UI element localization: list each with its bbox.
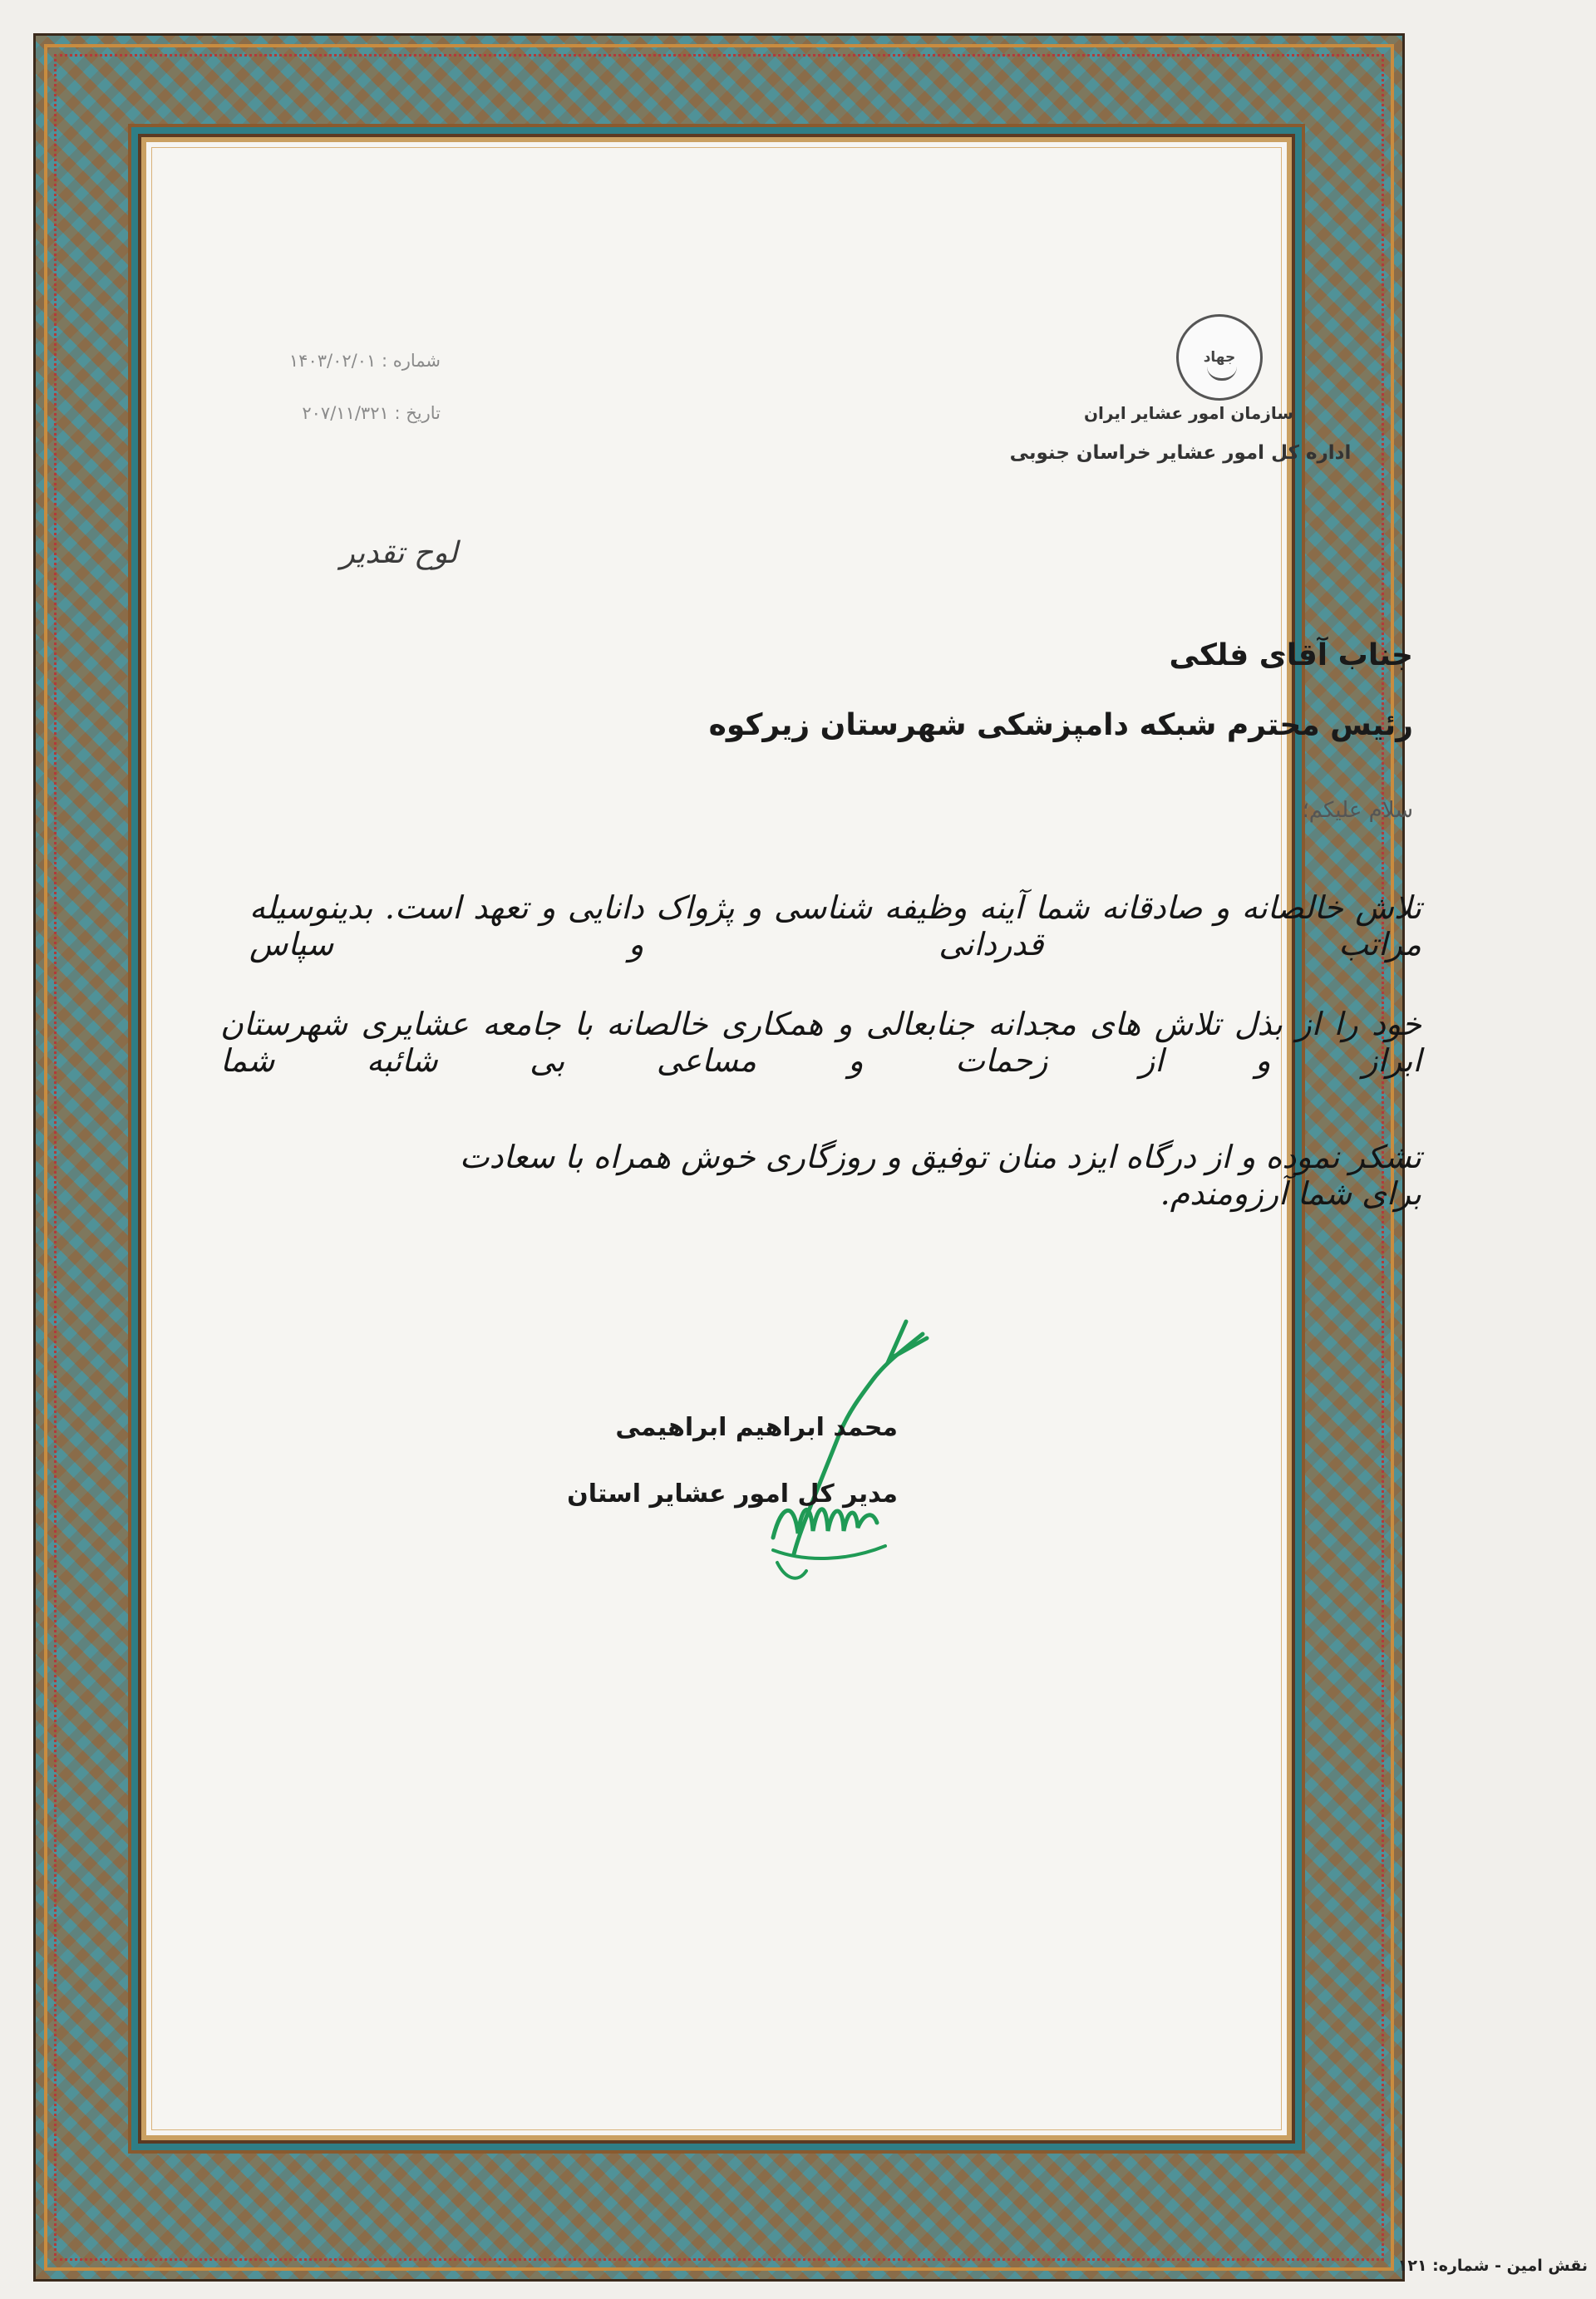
body-line: تشکر نموده و از درگاه ایزد منان توفیق و روزگاری خوش همراه با سعادت برای شما آرزومندم. (459, 1139, 1421, 1212)
body-line: تلاش خالصانه و صادقانه شما آینه وظیفه شناسی و پژواک دانایی و تعهد است. بدینوسیله مراتب قدردانی و سپاس (249, 889, 1421, 962)
letter-number (208, 351, 441, 371)
letter-date (208, 403, 441, 423)
body-line: خود را از بذل تلاش های مجدانه جنابعالی و همکاری خالصانه با جامعه عشایری شهرستان ابراز و از زحمات و مساعی بی شائبه شما (220, 1006, 1421, 1079)
signer-name: محمد ابراهیم ابراهیمی (615, 1413, 898, 1442)
org-provincial-name: اداره کل امور عشایر خراسان جنوبی (1009, 442, 1352, 464)
recipient-position: رئیس محترم شبکه دامپزشکی شهرستان زیرکوه (708, 708, 1413, 742)
handwritten-signature (715, 1313, 931, 1588)
date-value: ۲۰۷/۱۱/۳۲۱ (302, 403, 389, 423)
signer-title: مدیر کل امور عشایر استان (567, 1479, 898, 1509)
logo-text: جهاد (1203, 349, 1236, 366)
number-value: ۱۴۰۳/۰۲/۰۱ (288, 351, 377, 371)
date-label: تاریخ : (394, 403, 441, 423)
certificate-title: لوح تقدیر (340, 536, 458, 570)
org-national-name: سازمان امور عشایر ایران (1083, 403, 1294, 423)
jihad-logo-icon (1176, 314, 1263, 401)
recipient-name: جناب آقای فلکی (1169, 638, 1413, 672)
greeting: سلام علیکم؛ (1302, 798, 1413, 823)
number-label: شماره : (381, 351, 441, 371)
print-footer: نقش امین - شماره: ۱۲۱ (1397, 2257, 1588, 2275)
